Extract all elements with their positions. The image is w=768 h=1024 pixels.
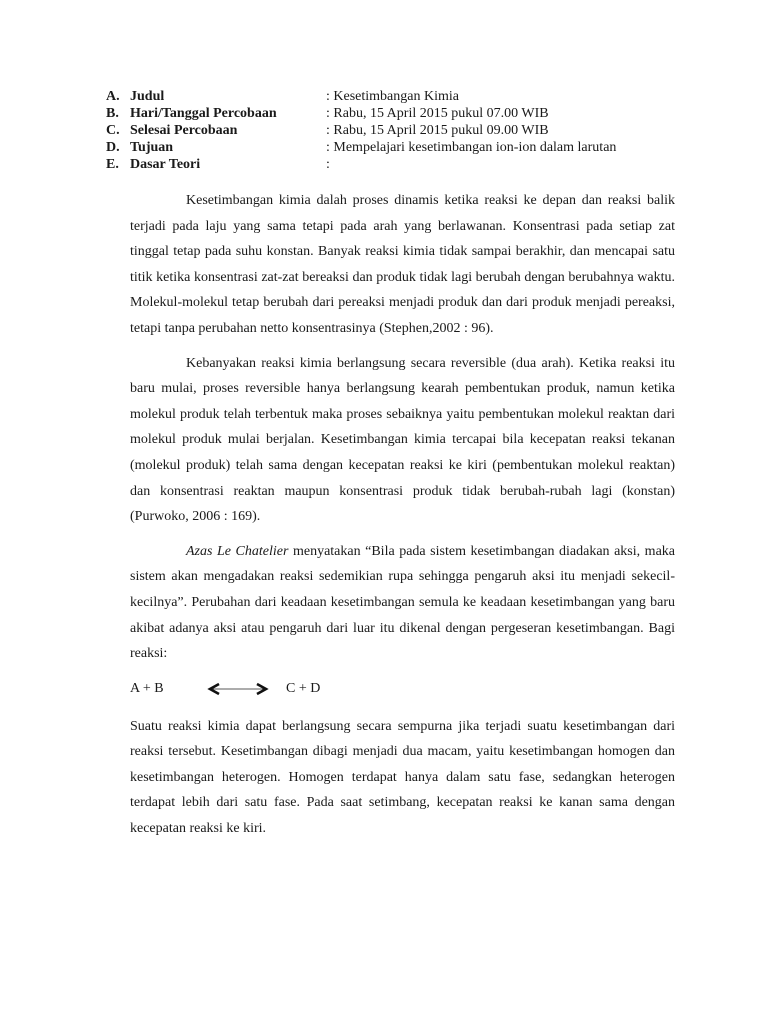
reaction-products: C + D <box>286 680 321 696</box>
header-value: : Kesetimbangan Kimia <box>326 89 459 104</box>
header-letter: D. <box>106 140 120 155</box>
report-header <box>106 88 666 173</box>
header-value: : Mempelajari kesetimbangan ion-ion dalam larutan <box>326 140 617 155</box>
header-letter: E. <box>106 157 119 172</box>
header-row-dasar-teori <box>106 156 666 173</box>
header-row-judul <box>106 88 666 105</box>
theory-body <box>130 188 675 851</box>
header-value: : Rabu, 15 April 2015 pukul 09.00 WIB <box>326 123 549 138</box>
header-letter: A. <box>106 89 120 104</box>
header-row-tujuan <box>106 139 666 156</box>
header-label: Hari/Tanggal Percobaan <box>130 106 277 121</box>
header-label: Judul <box>130 89 165 104</box>
header-letter: C. <box>106 123 120 138</box>
le-chatelier-text: menyatakan “Bila pada sistem kesetimbangan diadakan aksi, maka sistem akan mengadakan reaksi sedemikian rupa sehingga pengaruh aksi itu menjadi sekecil-kecilnya”. Perubahan dari keadaan kesetimbangan semula ke keadaan kesetimbangan yang baru akibat adanya aksi atau pengaruh dari luar itu dikenal dengan pergeseran kesetimbangan. Bagi reaksi: <box>130 543 675 662</box>
header-value: : <box>326 157 330 172</box>
reaction-reactants: A + B <box>130 680 164 696</box>
header-value: : Rabu, 15 April 2015 pukul 07.00 WIB <box>326 106 549 121</box>
header-label: Tujuan <box>130 140 174 155</box>
le-chatelier-term: Azas Le Chatelier <box>186 543 289 559</box>
paragraph-equilibrium-types: Suatu reaksi kimia dapat berlangsung secara sempurna jika terjadi suatu kesetimbangan dari reaksi tersebut. Kesetimbangan dibagi menjadi dua macam, yaitu kesetimbangan homogen dan kesetimbangan heterogen. Homogen terdapat hanya dalam satu fase, sedangkan heterogen terdapat lebih dari satu fase. Pada saat setimbang, kecepatan reaksi ke kanan sama dengan kecepatan reaksi ke kiri. <box>130 718 675 837</box>
double-headed-arrow-icon <box>206 681 276 697</box>
paragraph-le-chatelier <box>130 539 675 667</box>
paragraph-reversible-reactions: Kebanyakan reaksi kimia berlangsung secara reversible (dua arah). Ketika reaksi itu baru mulai, proses reversible hanya berlangsung kearah pembentukan produk, namun ketika molekul produk telah terbentuk maka proses sebaiknya yaitu pembentukan molekul reaktan dari molekul produk mulai berjalan. Kesetimbangan kimia tercapai bila kecepatan reaksi tekanan (molekul produk) telah sama dengan kecepatan reaksi ke kiri (pembentukan molekul reaktan) dan konsentrasi reaktan maupun konsentrasi produk tidak berubah-rubah lagi (konstan) (Purwoko, 2006 : 169). <box>130 355 675 525</box>
header-label: Selesai Percobaan <box>130 123 238 138</box>
paragraph-equilibrium-definition: Kesetimbangan kimia dalah proses dinamis ketika reaksi ke depan dan reaksi balik terjadi pada laju yang sama tetapi pada arah yang berlawanan. Konsentrasi pada setiap zat tinggal tetap pada suhu konstan. Banyak reaksi kimia tidak sampai berakhir, dan mencapai satu titik ketika konsentrasi zat-zat bereaksi dan produk tidak lagi berubah dengan berubahnya waktu. Molekul-molekul tetap berubah dari pereaksi menjadi produk dan dari produk menjadi pereaksi, tetapi tanpa perubahan netto konsentrasinya (Stephen,2002 : 96). <box>130 193 675 336</box>
header-letter: B. <box>106 106 119 121</box>
reaction-equation <box>130 676 675 702</box>
header-label: Dasar Teori <box>130 157 201 172</box>
header-row-selesai <box>106 122 666 139</box>
header-row-tanggal <box>106 105 666 122</box>
